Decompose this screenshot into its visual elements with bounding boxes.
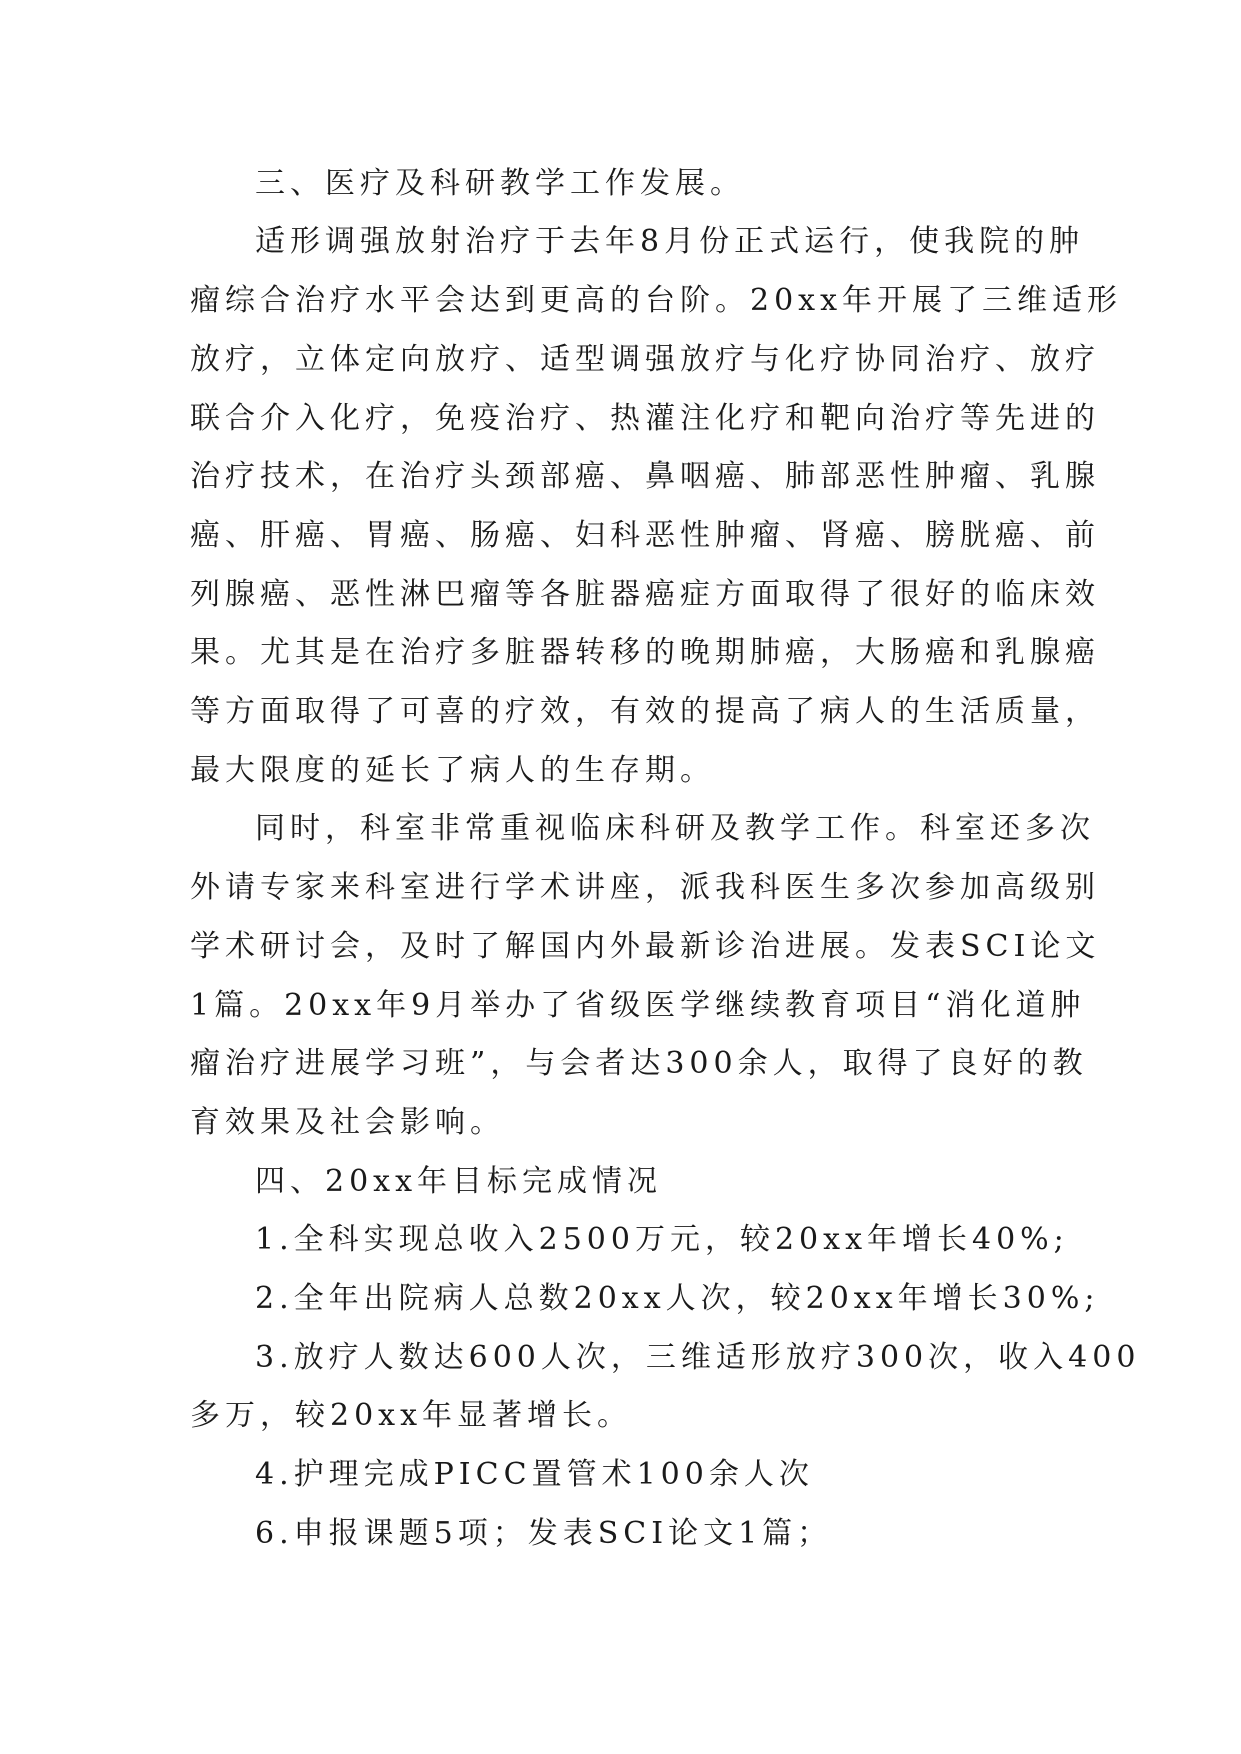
- body-text-line: 适形调强放射治疗于去年8月份正式运行，使我院的肿: [255, 224, 1085, 259]
- body-text-line: 果。尤其是在治疗多脏器转移的晚期肺癌，大肠癌和乳腺癌: [190, 635, 1100, 670]
- body-text-line: 瘤综合治疗水平会达到更高的台阶。20xx年开展了三维适形: [190, 283, 1123, 318]
- list-item: 6.申报课题5项；发表SCI论文1篇；: [255, 1516, 833, 1551]
- list-item: 1.全科实现总收入2500万元，较20xx年增长40%;: [255, 1222, 1069, 1257]
- body-text-line: 放疗，立体定向放疗、适型调强放疗与化疗协同治疗、放疗: [190, 342, 1100, 377]
- body-text-line: 学术研讨会，及时了解国内外最新诊治进展。发表SCI论文: [190, 929, 1101, 964]
- body-text-line: 同时，科室非常重视临床科研及教学工作。科室还多次: [255, 811, 1095, 846]
- body-text-line: 等方面取得了可喜的疗效，有效的提高了病人的生活质量，: [190, 694, 1100, 729]
- list-item-continuation: 多万，较20xx年显著增长。: [190, 1398, 633, 1433]
- body-text-line: 育效果及社会影响。: [190, 1105, 505, 1140]
- section-heading-3: 三、医疗及科研教学工作发展。: [255, 166, 745, 201]
- body-text-line: 最大限度的延长了病人的生存期。: [190, 753, 715, 788]
- body-text-line: 治疗技术，在治疗头颈部癌、鼻咽癌、肺部恶性肿瘤、乳腺: [190, 459, 1100, 494]
- body-text-line: 1篇。20xx年9月举办了省级医学继续教育项目“消化道肿: [190, 988, 1086, 1023]
- list-item: 4.护理完成PICC置管术100余人次: [255, 1457, 814, 1492]
- body-text-line: 外请专家来科室进行学术讲座，派我科医生多次参加高级别: [190, 870, 1100, 905]
- body-text-line: 联合介入化疗，免疫治疗、热灌注化疗和靶向治疗等先进的: [190, 401, 1100, 436]
- list-item: 3.放疗人数达600人次，三维适形放疗300次，收入400: [255, 1340, 1141, 1375]
- body-text-line: 瘤治疗进展学习班”，与会者达300余人，取得了良好的教: [190, 1046, 1088, 1081]
- list-item: 2.全年出院病人总数20xx人次，较20xx年增长30%;: [255, 1281, 1100, 1316]
- section-heading-4: 四、20xx年目标完成情况: [255, 1164, 663, 1199]
- body-text-line: 癌、肝癌、胃癌、肠癌、妇科恶性肿瘤、肾癌、膀胱癌、前: [190, 518, 1100, 553]
- body-text-line: 列腺癌、恶性淋巴瘤等各脏器癌症方面取得了很好的临床效: [190, 577, 1100, 612]
